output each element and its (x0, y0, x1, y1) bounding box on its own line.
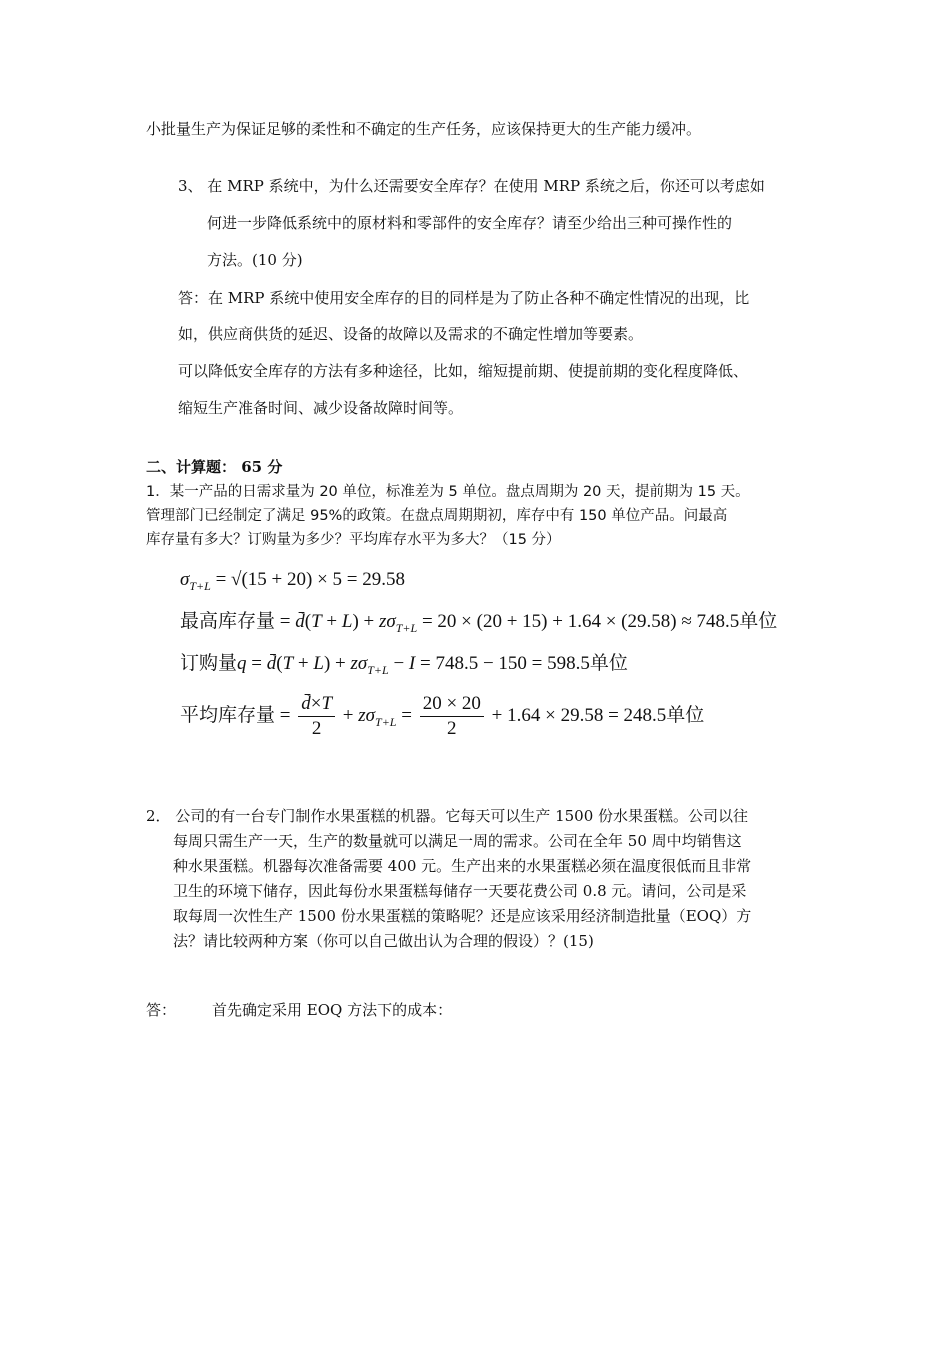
answer-3-line-3: 可以降低安全库存的方法有多种途径，比如，缩短提前期、使提前期的变化程度降低、 (178, 362, 749, 380)
calc-2-line-6: 法？请比较两种方案（你可以自己做出认为合理的假设）？(15) (173, 932, 594, 950)
fraction-dT: $\frac{d̄\times T}{2}$ (298, 692, 335, 741)
question-3-line-1: 3、 在 MRP 系统中，为什么还需要安全库存？在使用 MRP 系统之后，你还可以考虑如 (178, 177, 765, 195)
answer-2-text: 首先确定采用 EOQ 方法下的成本： (212, 1001, 453, 1019)
question-3-line-2: 何进一步降低系统中的原材料和零部件的安全库存？请至少给出三种可操作性的 (207, 214, 733, 232)
equation-order-quantity: 订购量q = d̄(T + $L) + z\sigma_{T+L} - I = 748.5 - 150 = 598.5$单位 (180, 653, 628, 677)
calc-1-line-2: 管理部门已经制定了满足 95%的政策。在盘点周期期初，库存中有 150 单位产品。问最高 (146, 508, 728, 524)
calc-1-line-1: 1．某一产品的日需求量为 20 单位，标准差为 5 单位。盘点周期为 20 天，提前期为 15 天。 (146, 484, 750, 500)
max-inventory-label: 最高库存量 (180, 611, 276, 632)
calc-2-line-4: 卫生的环境下储存，因此每份水果蛋糕每储存一天要花费公司 0.8 元。请问，公司是采 (173, 882, 747, 900)
fraction-numeric: $\frac{20 \times 20}{2}$ (420, 692, 484, 741)
calc-2-line-1: 2． 公司的有一台专门制作水果蛋糕的机器。它每天可以生产 1500 份水果蛋糕。公司以往 (146, 807, 749, 825)
answer-3-line-1: 答：在 MRP 系统中使用安全库存的目的同样是为了防止各种不确定性情况的出现，比 (178, 289, 750, 307)
answer-2-label: 答： (146, 1001, 177, 1019)
calc-2-line-2: 每周只需生产一天，生产的数量就可以满足一周的需求。公司在全年 50 周中均销售这 (173, 832, 742, 850)
answer-3-line-4: 缩短生产准备时间、减少设备故障时间等。 (178, 399, 464, 417)
equation-max-inventory: 最高库存量 = d̄(T + $L) + z\sigma_{T+L} = 20 \times (20 + 15) + 1.64 \times (29.58) \approx 748.5$单位 (180, 611, 778, 635)
order-quantity-label: 订购量 (180, 653, 238, 674)
calc-2-line-3: 种水果蛋糕。机器每次准备需要 400 元。生产出来的水果蛋糕必须在温度很低而且非常 (173, 857, 752, 875)
equation-average-inventory: 平均库存量 = $\frac{d̄\times T}{2}$ + $z\sigma_{T+L}$ = $\frac{20 \times 20}{2}$ + 1.64 × 29.58 = 248.5单位 (180, 693, 705, 739)
equation-sigma: $\sigma_{T+L} = √(15 + 20) \times 5 = 29.58$ (180, 569, 406, 593)
order-quantity-rhs: = 748.5 − 150 = 598.5单位 (420, 653, 628, 674)
question-3-line-3: 方法。(10 分) (207, 251, 303, 269)
text-line: 小批量生产为保证足够的柔性和不确定的生产任务，应该保持更大的生产能力缓冲。 (146, 120, 702, 138)
average-inventory-rhs: + 1.64 × 29.58 = 248.5单位 (491, 704, 705, 726)
equation-sigma-rhs: = √(15 + 20) × 5 = 29.58 (215, 569, 406, 590)
answer-3-line-2: 如，供应商供货的延迟、设备的故障以及需求的不确定性增加等要素。 (178, 325, 644, 343)
calc-1-line-3: 库存量有多大？订购量为多少？平均库存水平为多大？（15 分） (146, 532, 561, 548)
max-inventory-rhs: = 20 × (20 + 15) + 1.64 × (29.58) ≈ 748.5单位 (421, 611, 778, 632)
average-inventory-label: 平均库存量 (180, 704, 276, 726)
section-heading: 二、计算题： 65 分 (146, 458, 283, 476)
calc-2-line-5: 取每周一次性生产 1500 份水果蛋糕的策略呢？还是应该采用经济制造批量（EOQ）方 (173, 907, 752, 925)
